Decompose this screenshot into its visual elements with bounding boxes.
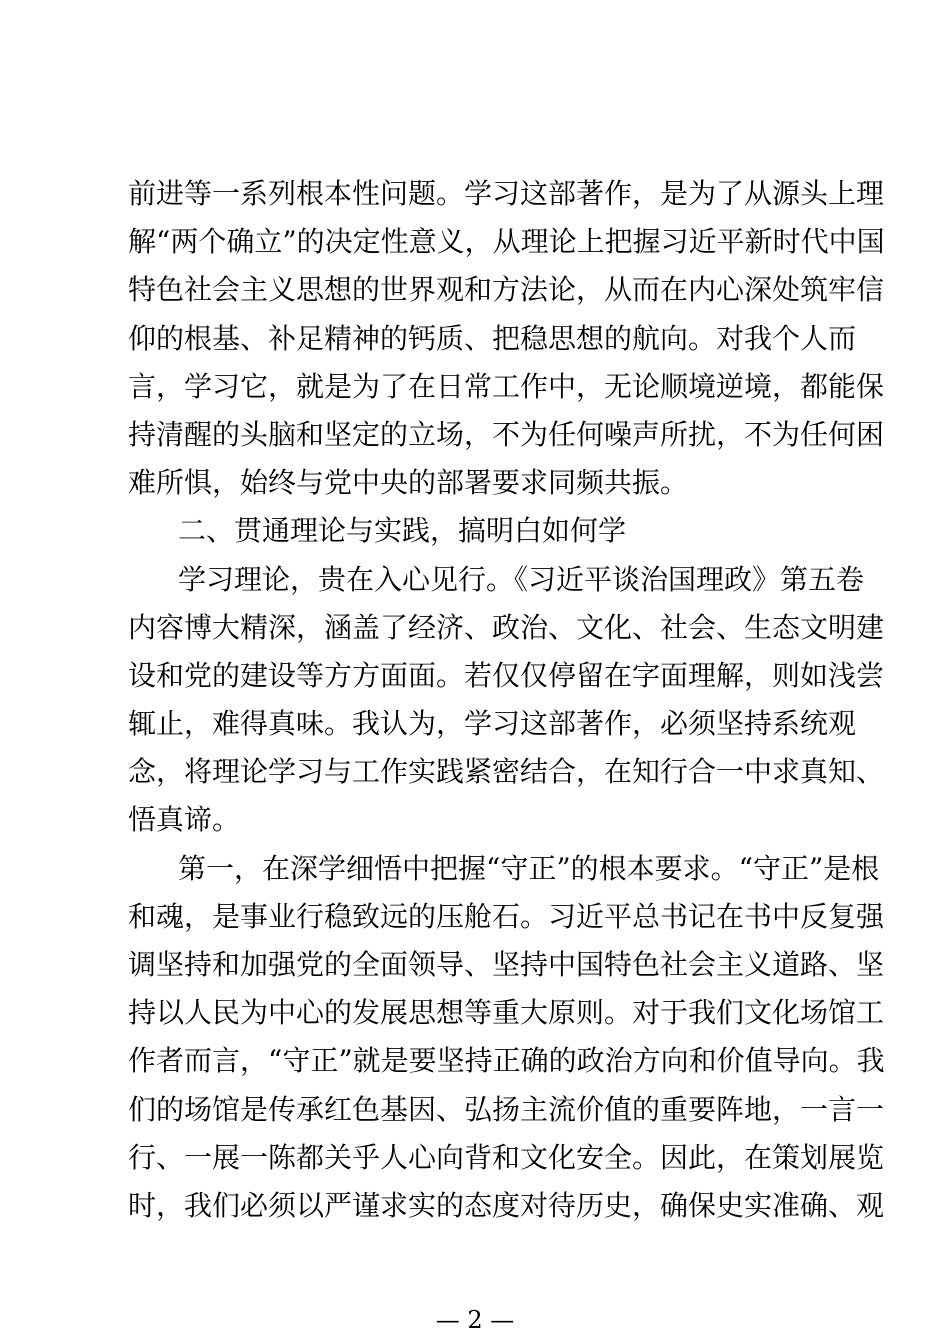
text-line: 行、一展一陈都关乎人心向背和文化安全。因此，在策划展览 [128,1140,885,1174]
text-line: 持以人民为中心的发展思想等重大原则。对于我们文化场馆工 [128,996,885,1030]
document-body [128,170,885,1230]
text-line: 学习理论，贵在入心见行。《习近平谈治国理政》第五卷 [178,562,865,596]
text-line: 难所惧，始终与党中央的部署要求同频共振。 [128,466,689,500]
text-line: 设和党的建设等方方面面。若仅仅停留在字面理解，则如浅尝 [128,658,885,692]
page-number: — 2 — [435,1306,515,1334]
text-line: 言，学习它，就是为了在日常工作中，无论顺境逆境，都能保 [128,369,885,403]
text-line: 特色社会主义思想的世界观和方法论，从而在内心深处筑牢信 [128,273,885,307]
text-line: 第一，在深学细悟中把握“守正”的根本要求。“守正”是根 [178,851,880,885]
text-line: 前进等一系列根本性问题。学习这部著作，是为了从源头上理 [128,177,885,210]
text-line: 调坚持和加强党的全面领导、坚持中国特色社会主义道路、坚 [128,948,885,981]
text-line: 和魂，是事业行稳致远的压舱石。习近平总书记在书中反复强 [128,899,885,933]
section-heading: 二、贯通理论与实践，搞明白如何学 [178,514,627,548]
text-line: 持清醒的头脑和坚定的立场，不为任何噪声所扰，不为任何困 [128,417,885,451]
text-line: 内容博大精深，涵盖了经济、政治、文化、社会、生态文明建 [128,610,885,644]
text-line: 时，我们必须以严谨求实的态度对待历史，确保史实准确、观 [128,1188,885,1222]
text-line: 辄止，难得真味。我认为，学习这部著作，必须坚持系统观 [128,707,857,741]
text-line: 解“两个确立”的决定性意义，从理论上把握习近平新时代中国 [128,225,885,259]
text-line: 作者而言，“守正”就是要坚持正确的政治方向和价值导向。我 [128,1044,885,1078]
text-line: 念，将理论学习与工作实践紧密结合，在知行合一中求真知、 [128,755,885,789]
text-line: 们的场馆是传承红色基因、弘扬主流价值的重要阵地，一言一 [128,1092,885,1126]
text-line: 仰的根基、补足精神的钙质、把稳思想的航向。对我个人而 [128,321,857,355]
text-line: 悟真谛。 [128,803,241,837]
